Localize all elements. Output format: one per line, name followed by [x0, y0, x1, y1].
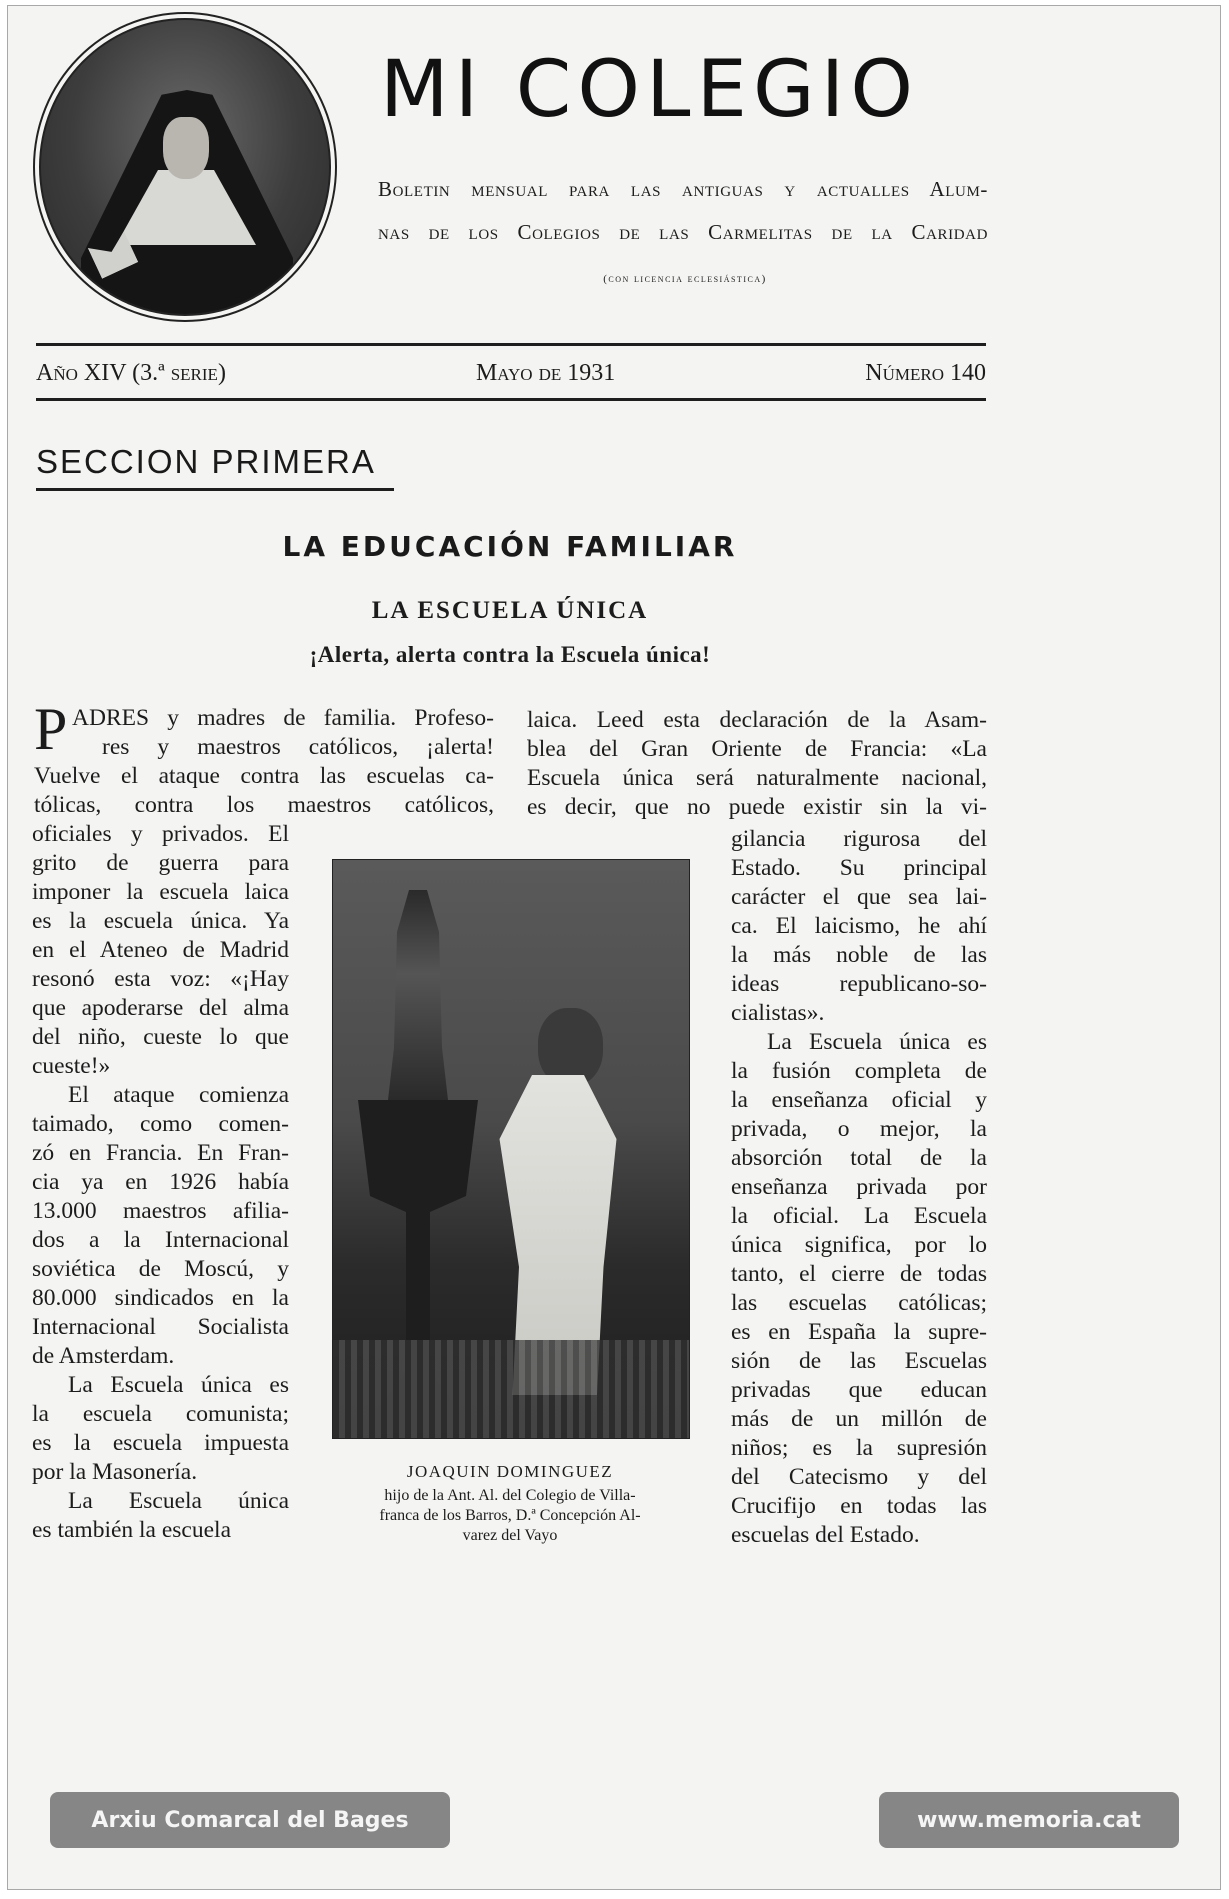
website-watermark: www.memoria.cat [879, 1792, 1179, 1848]
masthead-subtitle [378, 168, 988, 254]
text-line: que apoderarse del alma [32, 995, 289, 1021]
caption-line: franca de los Barros, D.ª Concepción Al- [379, 1507, 641, 1524]
text-line: 80.000 sindicados en la [32, 1285, 289, 1311]
text-line: la escuela comunista; [32, 1401, 289, 1427]
text-line: carácter el que sea lai- [731, 884, 987, 910]
left-column [32, 820, 289, 1545]
text-line: privadas que educan [731, 1377, 987, 1403]
text-line: zó en Francia. En Fran- [32, 1140, 289, 1166]
text-line: la más noble de las [731, 942, 987, 968]
issue-info-bar [36, 356, 986, 390]
top-rule [36, 343, 986, 346]
article-subtitle: LA ESCUELA ÚNICA [371, 597, 649, 624]
text-line: privada, o mejor, la [731, 1116, 987, 1142]
text-line: Escuela única será naturalmente nacional, [527, 765, 987, 791]
text-line: blea del Gran Oriente de Francia: «La [527, 736, 987, 762]
issue-date: Mayo de 1931 [475, 359, 616, 386]
text-line: las escuelas católicas; [731, 1290, 987, 1316]
text-line: absorción total de la [731, 1145, 987, 1171]
text-line: es también la escuela [32, 1517, 232, 1543]
text-line: única significa, por lo [731, 1232, 987, 1258]
photo-caption [332, 1486, 688, 1546]
section-title: SECCION PRIMERA [36, 443, 376, 480]
text-line: 13.000 maestros afilia- [32, 1198, 289, 1224]
boy-photograph [332, 859, 690, 1439]
text-line: es decir, que no puede existir sin la vi- [527, 794, 987, 820]
text-line: la fusión completa de [731, 1058, 987, 1084]
text-line: ideas republicano-so- [731, 971, 987, 997]
photo-boy-head [538, 1008, 603, 1086]
text-line: de Amsterdam. [32, 1343, 175, 1369]
text-line: es la escuela única. Ya [32, 908, 289, 934]
text-line: niños; es la supresión [731, 1435, 987, 1461]
text-line: Estado. Su principal [731, 855, 987, 881]
text-line: tanto, el cierre de todas [731, 1261, 987, 1287]
issue-number: Número 140 [865, 359, 986, 386]
caption-line: varez del Vayo [462, 1527, 558, 1544]
license-note: (con licencia eclesiástica) [603, 273, 767, 285]
text-line: cueste!» [32, 1053, 111, 1079]
left-top-block [34, 704, 494, 820]
text-line: dos a la Internacional [32, 1227, 289, 1253]
text-line: es la escuela impuesta [32, 1430, 289, 1456]
text-line: ca. El laicismo, he ahí [731, 913, 987, 939]
text-line: del niño, cueste lo que [32, 1024, 289, 1050]
photo-floor [333, 1340, 689, 1439]
text-line: cialistas». [731, 1000, 825, 1026]
text-line: tólicas, contra los maestros católicos, [34, 792, 494, 818]
text-line: laica. Leed esta declaración de la Asam- [527, 707, 987, 733]
subtitle-line-1: Boletin mensual para las antiguas y actualles Alum- [378, 177, 988, 201]
masthead-title: MI COLEGIO [380, 45, 920, 135]
text-line: La Escuela única [68, 1488, 289, 1514]
right-column [731, 825, 987, 1550]
text-line: por la Masonería. [32, 1459, 198, 1485]
text-line: La Escuela única es [68, 1372, 289, 1398]
text-line: La Escuela única es [767, 1029, 987, 1055]
text-line: escuelas del Estado. [731, 1522, 920, 1548]
photo-caption-name: JOAQUIN DOMINGUEZ [406, 1462, 614, 1481]
nun-portrait-image [39, 18, 331, 316]
text-line: imponer la escuela laica [32, 879, 289, 905]
right-top-block [527, 706, 987, 822]
text-line: grito de guerra para [32, 850, 289, 876]
text-line: enseñanza privada por [731, 1174, 987, 1200]
text-line: es en España la supre- [731, 1319, 987, 1345]
archive-watermark: Arxiu Comarcal del Bages [50, 1792, 450, 1848]
text-line: resonó esta voz: «¡Hay [32, 966, 289, 992]
article-title: LA EDUCACIÓN FAMILIAR [282, 530, 738, 563]
text-line: oficiales y privados. El [32, 821, 289, 847]
portrait-face [163, 117, 209, 179]
text-line: gilancia rigurosa del [731, 826, 987, 852]
text-line: ADRES y madres de familia. Profeso- [72, 705, 494, 731]
text-line: res y maestros católicos, ¡alerta! [102, 734, 494, 760]
text-line: en el Ateneo de Madrid [32, 937, 289, 963]
text-line: la enseñanza oficial y [731, 1087, 987, 1113]
section-underline [36, 488, 394, 491]
subtitle-line-2: nas de los Colegios de las Carmelitas de la Caridad [378, 220, 988, 244]
caption-line: hijo de la Ant. Al. del Colegio de Villa- [384, 1487, 636, 1504]
issue-year: Año XIV (3.ª serie) [36, 359, 226, 386]
portrait-medallion [33, 12, 337, 322]
article-kicker: ¡Alerta, alerta contra la Escuela única! [309, 642, 711, 667]
photo-statue [388, 890, 448, 1100]
text-line: taimado, como comen- [32, 1111, 289, 1137]
text-line: Vuelve el ataque contra las escuelas ca- [34, 763, 494, 789]
text-line: sión de las Escuelas [731, 1348, 987, 1374]
text-line: del Catecismo y del [731, 1464, 987, 1490]
text-line: El ataque comienza [68, 1082, 289, 1108]
text-line: la oficial. La Escuela [731, 1203, 987, 1229]
bottom-rule [36, 398, 986, 401]
text-line: más de un millón de [731, 1406, 987, 1432]
text-line: soviética de Moscú, y [32, 1256, 289, 1282]
text-line: Crucifijo en todas las [731, 1493, 987, 1519]
text-line: Internacional Socialista [32, 1314, 289, 1340]
drop-cap: P [34, 696, 68, 762]
text-line: cia ya en 1926 había [32, 1169, 289, 1195]
